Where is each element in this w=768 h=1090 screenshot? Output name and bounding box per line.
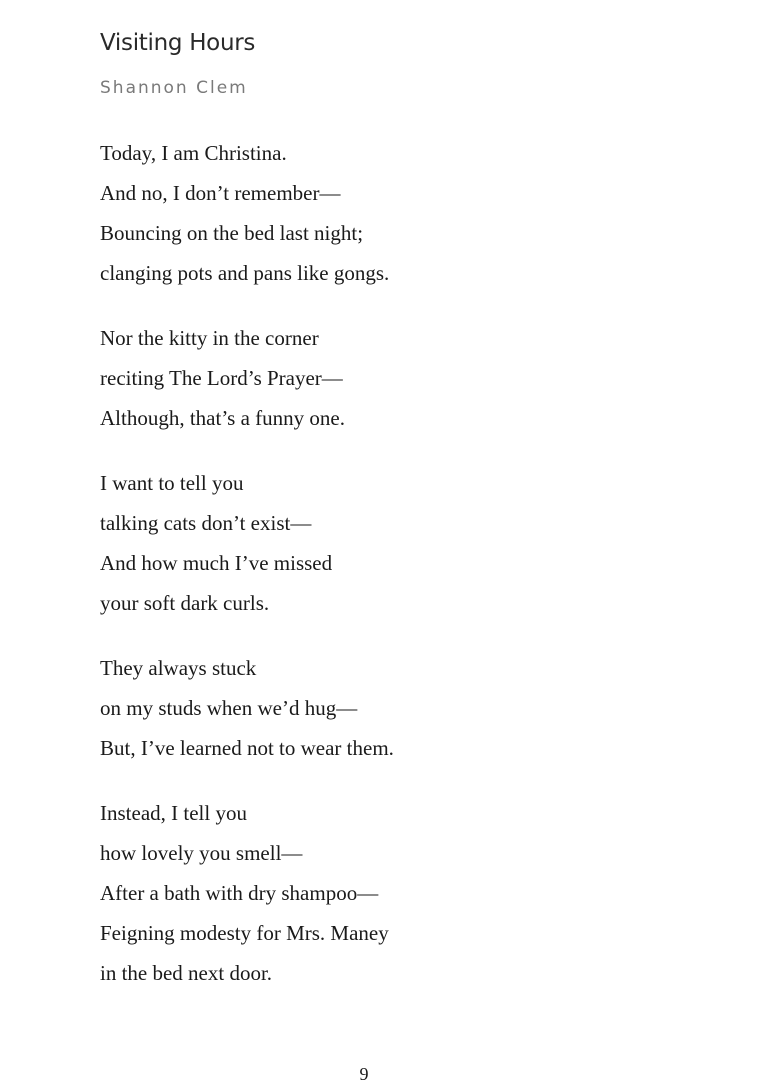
poem-line: Instead, I tell you: [100, 801, 247, 825]
poem-line: And how much I’ve missed: [100, 551, 333, 575]
poem-line: Feigning modesty for Mrs. Maney: [100, 921, 389, 945]
poem-line: in the bed next door.: [100, 961, 273, 985]
poem-line: your soft dark curls.: [100, 591, 270, 615]
poem-line: After a bath with dry shampoo—: [100, 881, 379, 905]
poem-line: Bouncing on the bed last night;: [100, 221, 364, 245]
poem-line: Today, I am Christina.: [100, 141, 287, 165]
stanza: [100, 138, 700, 298]
stanza: [100, 653, 700, 773]
poem-line: reciting The Lord’s Prayer—: [100, 366, 343, 390]
stanza: [100, 468, 700, 628]
poem-author: Shannon Clem: [100, 78, 248, 98]
poem-line: And no, I don’t remember—: [100, 181, 341, 205]
poem-line: how lovely you smell—: [100, 841, 303, 865]
poem-line: Nor the kitty in the corner: [100, 326, 319, 350]
poem-line: Although, that’s a funny one.: [100, 406, 345, 430]
stanza: [100, 798, 700, 998]
poem-title: Visiting Hours: [100, 30, 256, 56]
poem-line: But, I’ve learned not to wear them.: [100, 736, 394, 760]
poem-line: talking cats don’t exist—: [100, 511, 312, 535]
poem-line: I want to tell you: [100, 471, 244, 495]
poem-line: clanging pots and pans like gongs.: [100, 261, 390, 285]
stanza: [100, 323, 700, 443]
poem-line: They always stuck: [100, 656, 257, 680]
poem-line: on my studs when we’d hug—: [100, 696, 358, 720]
poem-body: [100, 138, 700, 1023]
page-number: 9: [359, 1064, 369, 1084]
